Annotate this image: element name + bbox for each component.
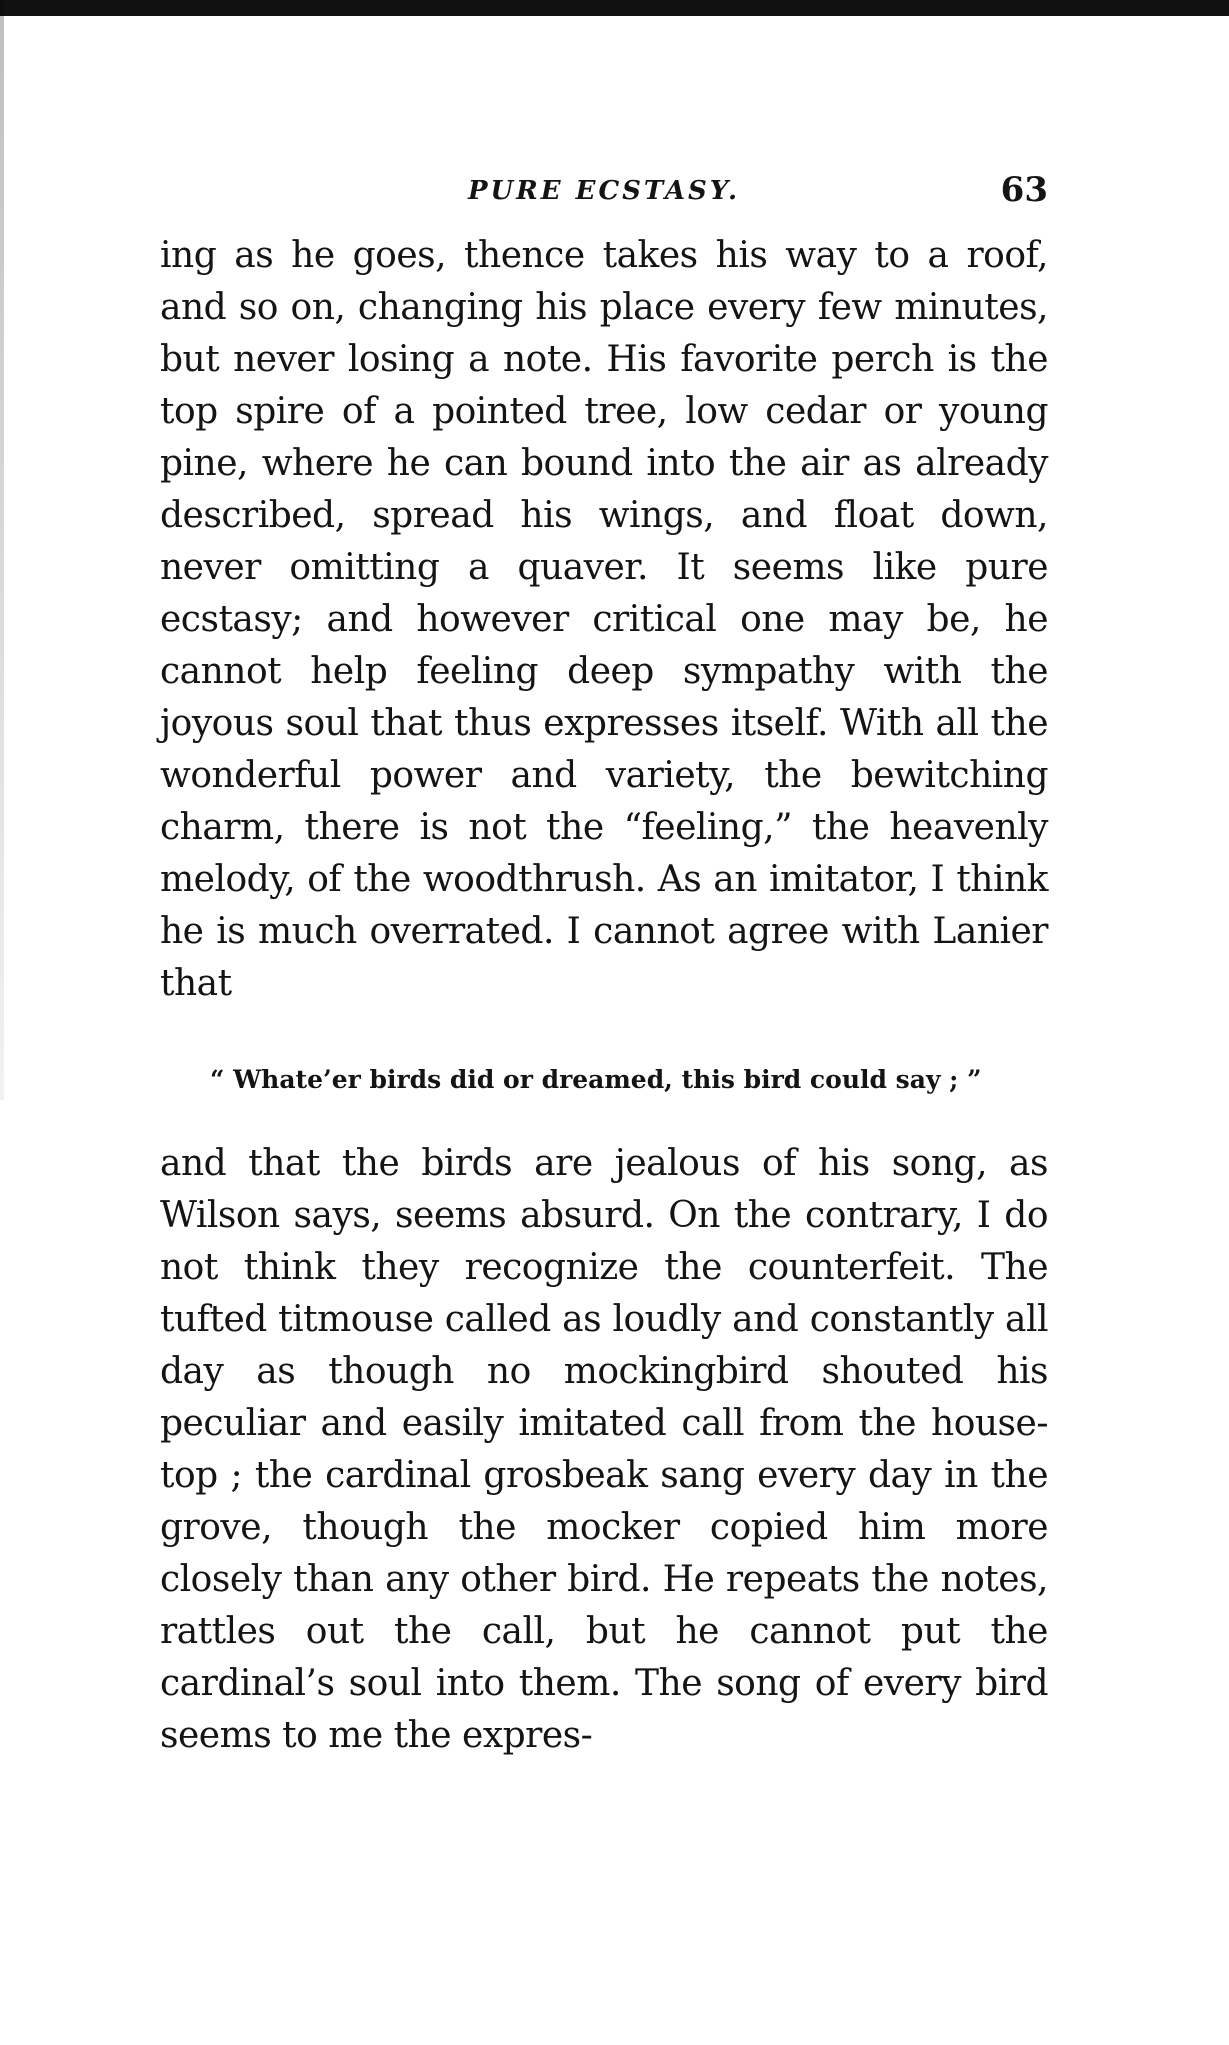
page-header xyxy=(160,170,1048,230)
body-paragraph-1: ing as he goes, thence takes his way to a roof, and so on, changing his place every few minutes, but never losing a note. His favorite perch is the top spire of a pointed tree, low cedar or young pine, where he can bound into the air as already described, spread his wings, and float down, never omitting a quaver. It seems like pure ecstasy; and however critical one may be, he cannot help feeling deep sympathy with the joyous soul that thus expresses itself. With all the wonderful power and variety, the bewitching charm, there is not the “feeling,” the heavenly melody, of the woodthrush. As an imitator, I think he is much overrated. I cannot agree with Lanier that xyxy=(160,235,1048,1004)
page-top-edge xyxy=(0,0,1229,16)
verse-quotation: “ Whate’er birds did or dreamed, this bird could say ; ” xyxy=(210,1065,982,1094)
running-head: PURE ECSTASY. xyxy=(467,176,741,206)
page-number: 63 xyxy=(1000,170,1048,210)
body-paragraph-2: and that the birds are jealous of his song, as Wilson says, seems absurd. On the contrary, I do not think they recognize the counterfeit. The tufted titmouse called as loudly and constantly all day as though no mockingbird shouted his peculiar and easily imitated call from the house-top ; the cardinal grosbeak sang every day in the grove, though the mocker copied him more closely than any other bird. He repeats the notes, rattles out the call, but he cannot put the cardinal’s soul into them. The song of every bird seems to me the expres- xyxy=(160,1143,1048,1756)
book-page xyxy=(160,170,1048,1762)
page-left-edge xyxy=(0,0,4,1100)
